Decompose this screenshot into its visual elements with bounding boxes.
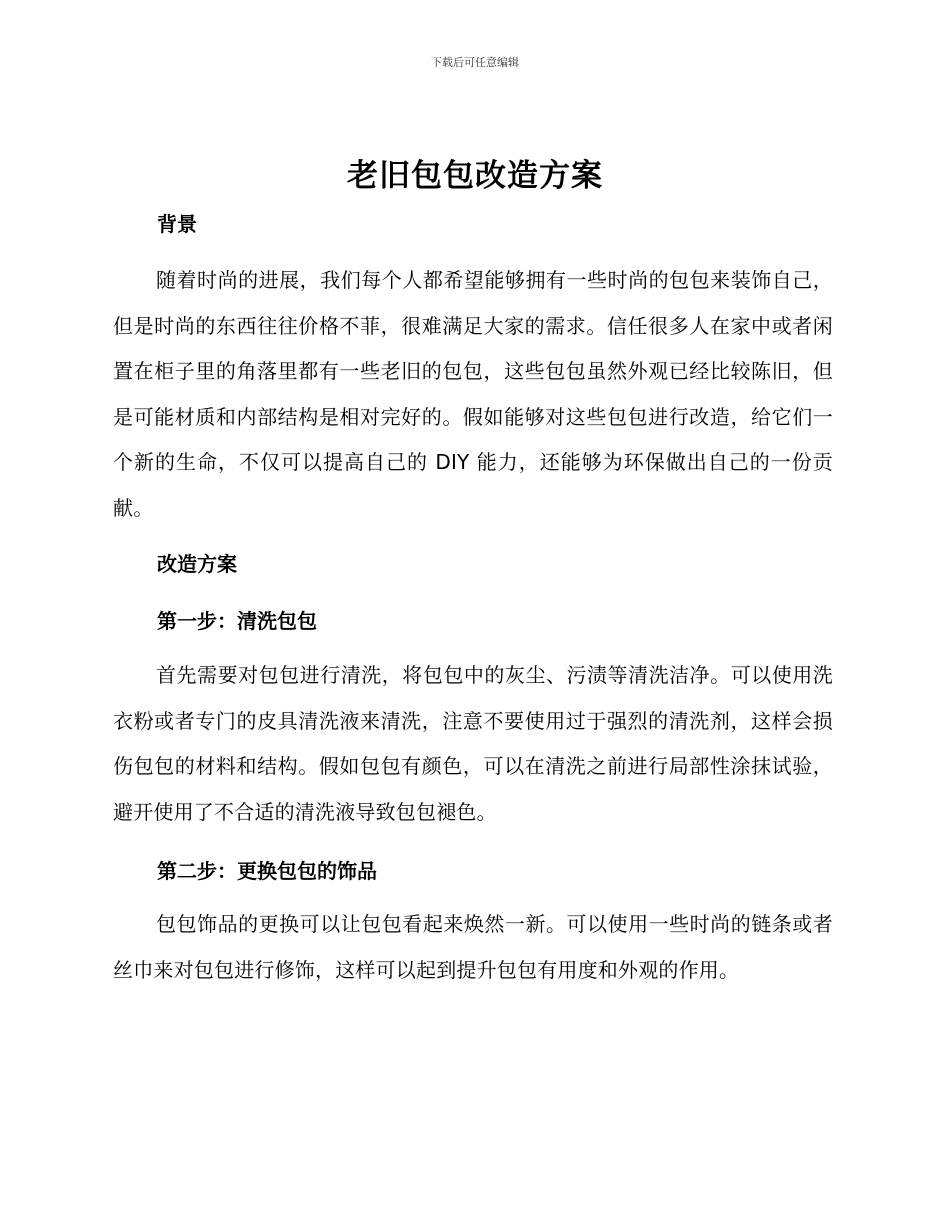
document-title: 老旧包包改造方案: [347, 158, 603, 194]
paragraph-step-1: 首先需要对包包进行清洗，将包包中的灰尘、污渍等清洗洁净。可以使用洗衣粉或者专门的皮具清洗液来清洗，注意不要使用过于强烈的清洗剂，这样会损伤包包的材料和结构。假如包包有颜色，可以在清洗之前进行局部性涂抹试验，避开使用了不合适的清洗液导致包包褪色。: [113, 663, 833, 824]
page-header-note: 下载后可任意编辑: [431, 56, 519, 69]
paragraph-background: 随着时尚的进展，我们每个人都希望能够拥有一些时尚的包包来装饰自己，但是时尚的东西往往价格不菲，很难满足大家的需求。信任很多人在家中或者闲置在柜子里的角落里都有一些老旧的包包，这些包包虽然外观已经比较陈旧，但是可能材质和内部结构是相对完好的。假如能够对这些包包进行改造，给它们一个新的生命，不仅可以提高自己的 DIY 能力，还能够为环保做出自己的一份贡献。: [113, 268, 833, 520]
step-heading-1: 第一步：清洗包包: [157, 609, 317, 633]
step-heading-2: 第二步：更换包包的饰品: [157, 859, 377, 883]
paragraph-step-2: 包包饰品的更换可以让包包看起来焕然一新。可以使用一些时尚的链条或者丝巾来对包包进行修饰，这样可以起到提升包包有用度和外观的作用。: [113, 912, 833, 982]
section-heading-plan: 改造方案: [157, 552, 237, 576]
section-heading-background: 背景: [157, 212, 197, 236]
